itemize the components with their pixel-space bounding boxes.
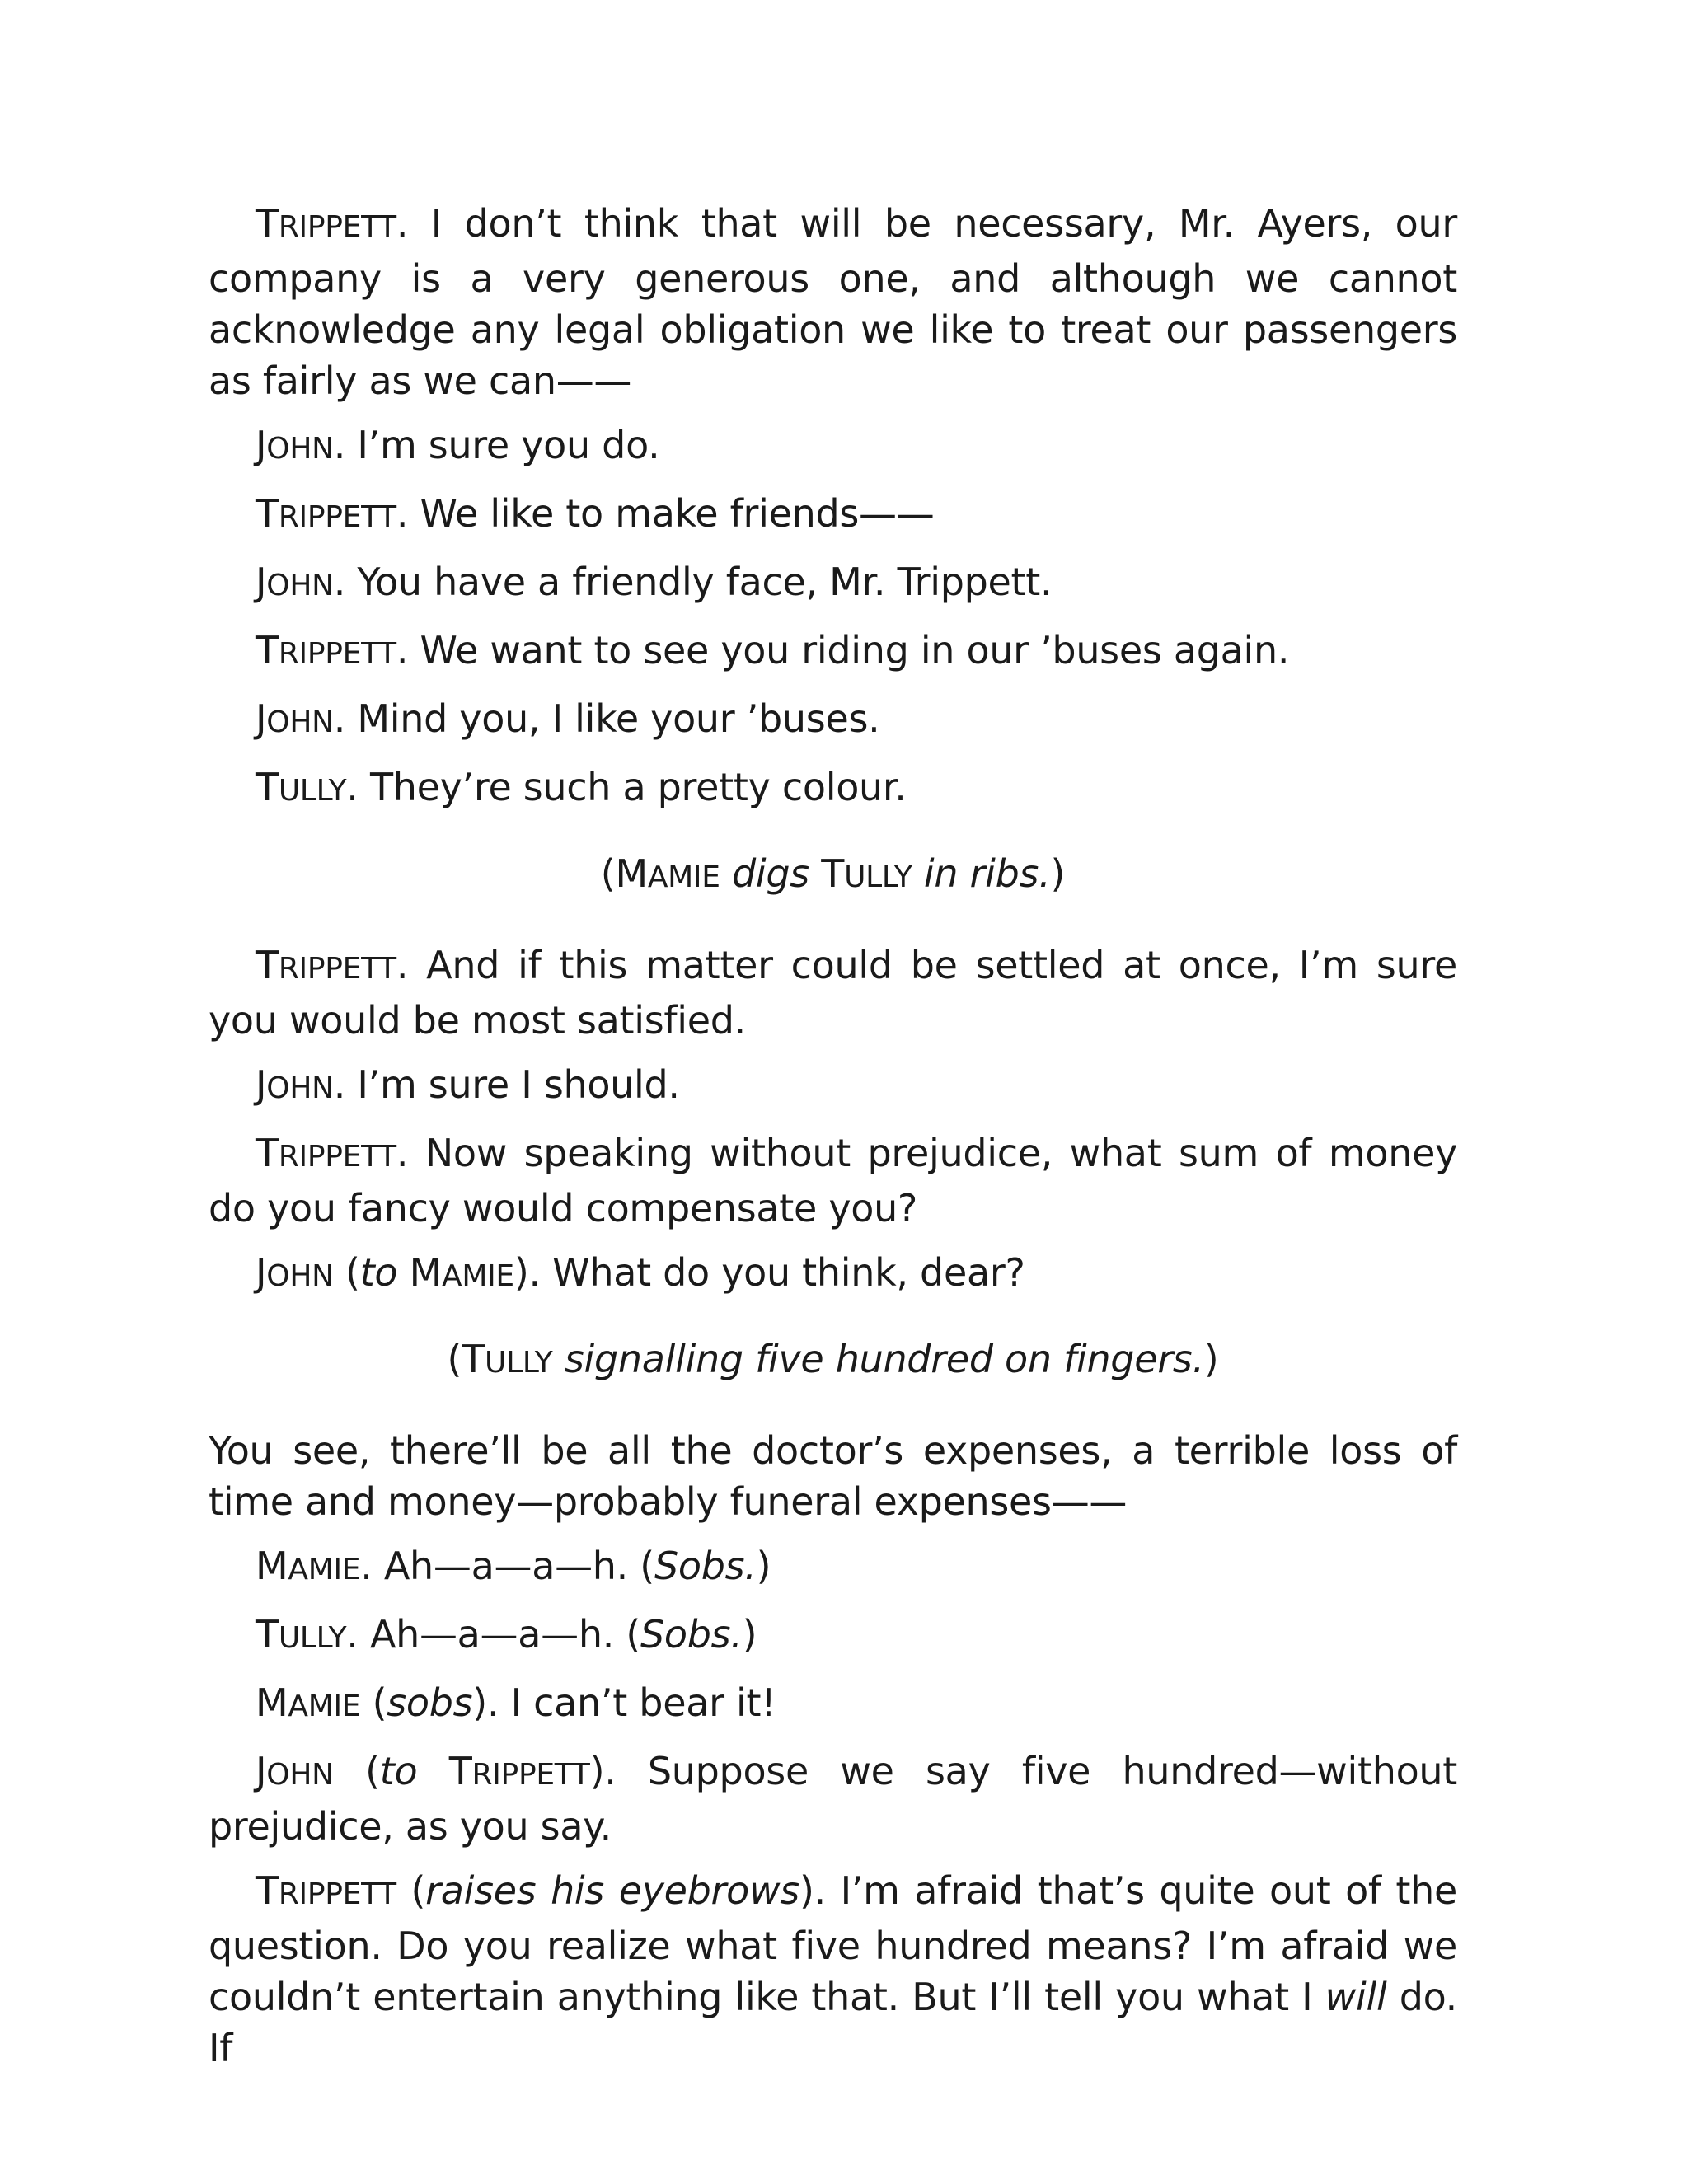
dialogue-line: TRIPPETT (raises his eyebrows). I’m afraid that’s quite out of the question. Do you realize what five hundred means? I’m afraid we couldn’t entertain anything like that. But I’ll tell you what I will do. If [209, 1868, 1458, 2070]
dialogue-continuation: You see, there’ll be all the doctor’s expenses, a terrible loss of time and money—probably funeral expenses—— [209, 1428, 1457, 1524]
speaker-name: TRIPPETT [256, 1131, 396, 1175]
script-page [209, 198, 1457, 2087]
dialogue-line: JOHN. I’m sure you do. [256, 423, 660, 467]
speaker-name: TULLY [256, 1612, 347, 1657]
dialogue-line: MAMIE. Ah—a—a—h. (Sobs.) [256, 1544, 771, 1588]
speaker-name: TRIPPETT [256, 491, 396, 536]
speaker-name: TULLY [256, 765, 347, 809]
speaker-name: TRIPPETT [256, 201, 396, 246]
dialogue-line: TRIPPETT. We like to make friends—— [256, 491, 935, 536]
dialogue-line: TULLY. They’re such a pretty colour. [256, 765, 907, 809]
dialogue-line: TRIPPETT. I don’t think that will be necessary, Mr. Ayers, our company is a very generous one, and although we cannot acknowledge any legal obligation we like to treat our passengers as fairly as we can—— [209, 201, 1457, 403]
speaker-name: JOHN [256, 1250, 334, 1295]
dialogue-line: JOHN (to TRIPPETT). Suppose we say five hundred—without prejudice, as you say. [209, 1749, 1458, 1849]
stage-direction: (MAMIE digs TULLY in ribs.) [600, 851, 1066, 896]
character-name: MAMIE [615, 851, 720, 896]
speaker-name: JOHN [256, 1749, 334, 1793]
dialogue-line: TULLY. Ah—a—a—h. (Sobs.) [256, 1612, 757, 1657]
character-name: TULLY [462, 1337, 553, 1381]
dialogue-line: MAMIE (sobs). I can’t bear it! [256, 1680, 776, 1725]
speaker-name: TRIPPETT [256, 1868, 396, 1913]
dialogue-line: JOHN. Mind you, I like your ’buses. [256, 696, 880, 741]
stage-direction: (TULLY signalling five hundred on fingers.) [447, 1337, 1219, 1381]
character-name: MAMIE [409, 1250, 514, 1295]
speaker-name: JOHN [256, 1062, 334, 1107]
dialogue-line: JOHN (to MAMIE). What do you think, dear? [256, 1250, 1025, 1295]
dialogue-line: TRIPPETT. Now speaking without prejudice, what sum of money do you fancy would compensate you? [209, 1131, 1457, 1230]
character-name: TRIPPETT [448, 1749, 590, 1793]
dialogue-line: JOHN. I’m sure I should. [256, 1062, 680, 1107]
dialogue-line: JOHN. You have a friendly face, Mr. Trippett. [256, 560, 1053, 604]
dialogue-line: TRIPPETT. We want to see you riding in our ’buses again. [256, 628, 1290, 673]
character-name: TULLY [821, 851, 912, 896]
speaker-name: JOHN [256, 696, 334, 741]
speaker-name: TRIPPETT [256, 628, 396, 673]
dialogue-line: TRIPPETT. And if this matter could be settled at once, I’m sure you would be most satisfied. [209, 943, 1457, 1043]
speaker-name: JOHN [256, 423, 334, 467]
speaker-name: MAMIE [256, 1680, 361, 1725]
speaker-name: TRIPPETT [256, 943, 396, 987]
speaker-name: JOHN [256, 560, 334, 604]
speaker-name: MAMIE [256, 1544, 361, 1588]
